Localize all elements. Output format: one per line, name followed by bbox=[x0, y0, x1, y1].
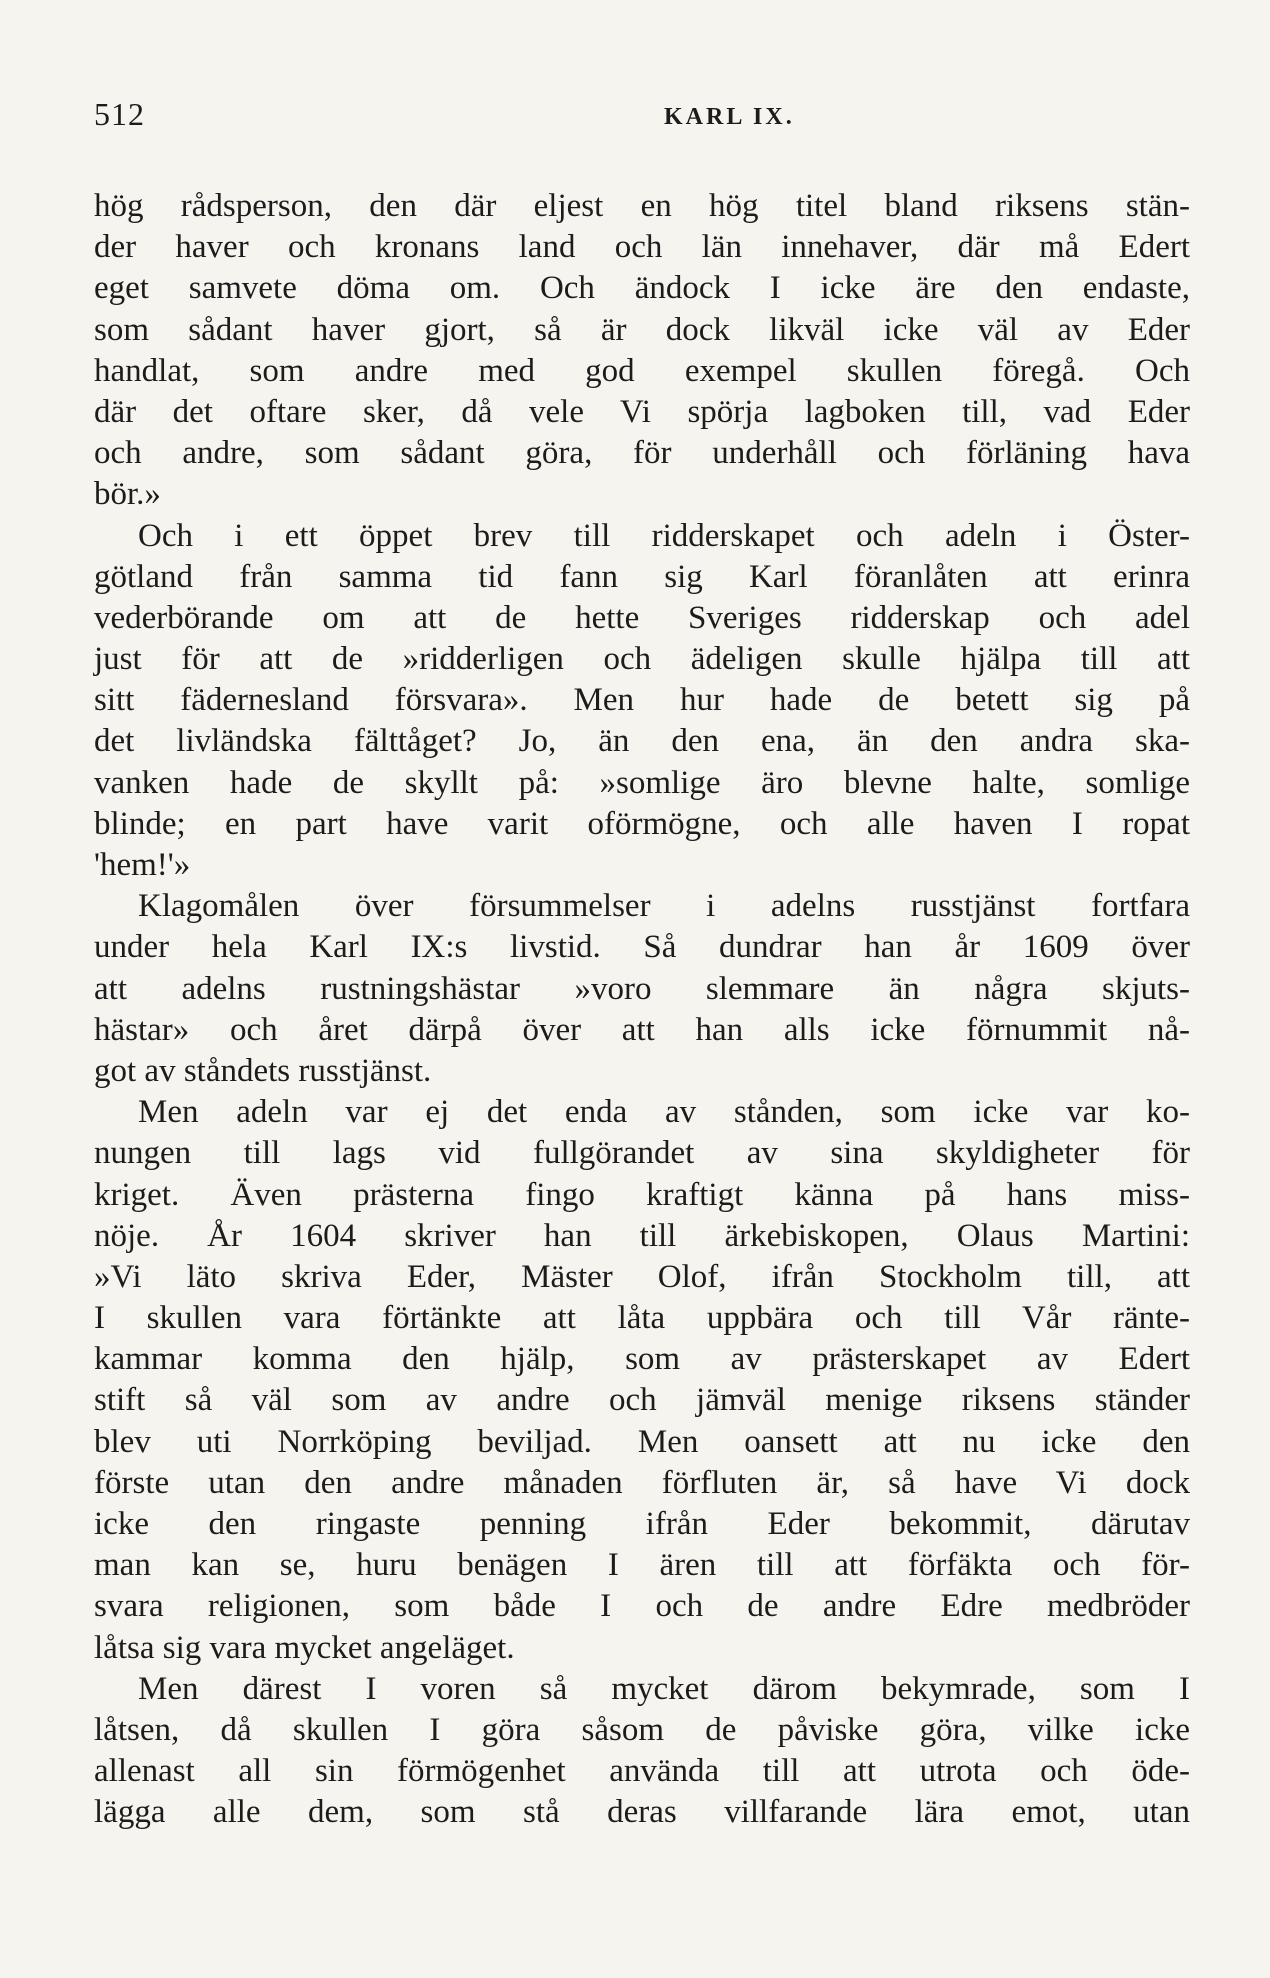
text-line: nöje. År 1604 skriver han till ärkebiskopen, Olaus Martini: bbox=[94, 1217, 1190, 1254]
text-line: förste utan den andre månaden förfluten är, så have Vi dock bbox=[94, 1464, 1190, 1501]
text-line: det livländska fälttåget? Jo, än den ena, än den andra ska- bbox=[94, 723, 1190, 760]
text-line: man kan se, huru benägen I ären till att förfäkta och för- bbox=[94, 1547, 1190, 1584]
page-header bbox=[94, 96, 1190, 140]
text-line: icke den ringaste penning ifrån Eder bekommit, därutav bbox=[94, 1506, 1190, 1542]
body-text bbox=[94, 186, 1190, 1834]
text-line: kriget. Även prästerna fingo kraftigt känna på hans miss- bbox=[94, 1176, 1190, 1213]
running-head: KARL IX. bbox=[664, 104, 795, 130]
text-line: eget samvete döma om. Och ändock I icke äre den endaste, bbox=[94, 270, 1190, 307]
text-line: 'hem!'» bbox=[94, 847, 191, 883]
text-line: hästar» och året därpå över att han alls icke förnummit nå- bbox=[94, 1011, 1190, 1048]
text-line: Men adeln var ej det enda av stånden, som icke var ko- bbox=[138, 1094, 1190, 1131]
text-line: der haver och kronans land och län innehaver, där må Edert bbox=[94, 229, 1190, 266]
text-line: svara religionen, som både I och de andre Edre medbröder bbox=[94, 1588, 1190, 1625]
text-line: nungen till lags vid fullgörandet av sina skyldigheter för bbox=[94, 1135, 1190, 1172]
text-line: låtsen, då skullen I göra såsom de påviske göra, vilke icke bbox=[94, 1711, 1190, 1748]
text-line: vanken hade de skyllt på: »somlige äro blevne halte, somlige bbox=[94, 764, 1190, 801]
text-line: »Vi läto skriva Eder, Mäster Olof, ifrån Stockholm till, att bbox=[94, 1258, 1190, 1295]
text-line: hög rådsperson, den där eljest en hög titel bland riksens stän- bbox=[94, 188, 1190, 224]
text-line: under hela Karl IX:s livstid. Så dundrar han år 1609 över bbox=[94, 929, 1190, 966]
text-line: handlat, som andre med god exempel skullen föregå. Och bbox=[94, 352, 1190, 389]
text-line: att adelns rustningshästar »voro slemmare än några skjuts- bbox=[94, 970, 1190, 1007]
text-line: vederbörande om att de hette Sveriges ridderskap och adel bbox=[94, 599, 1190, 636]
text-line: blinde; en part have varit oförmögne, och alle haven I ropat bbox=[94, 805, 1190, 842]
text-line: Klagomålen över försummelser i adelns russtjänst fortfara bbox=[138, 888, 1190, 925]
text-line: kammar komma den hjälp, som av prästerskapet av Edert bbox=[94, 1341, 1190, 1378]
text-line: blev uti Norrköping beviljad. Men oansett att nu icke den bbox=[94, 1423, 1190, 1460]
text-line: stift så väl som av andre och jämväl menige riksens ständer bbox=[94, 1382, 1190, 1419]
text-line: I skullen vara förtänkte att låta uppbära och till Vår ränte- bbox=[94, 1300, 1190, 1337]
text-line: just för att de »ridderligen och ädeligen skulle hjälpa till att bbox=[94, 641, 1190, 678]
text-line: götland från samma tid fann sig Karl föranlåten att erinra bbox=[94, 558, 1190, 595]
text-line: Men därest I voren så mycket därom bekymrade, som I bbox=[138, 1670, 1190, 1707]
text-line: allenast all sin förmögenhet använda till att utrota och öde- bbox=[94, 1753, 1190, 1790]
text-line: got av ståndets russtjänst. bbox=[94, 1052, 432, 1089]
text-line: låtsa sig vara mycket angeläget. bbox=[94, 1629, 515, 1666]
page-number: 512 bbox=[94, 96, 145, 132]
text-line: bör.» bbox=[94, 476, 161, 513]
text-line: lägga alle dem, som stå deras villfarande lära emot, utan bbox=[94, 1794, 1190, 1831]
text-line: som sådant haver gjort, så är dock likväl icke väl av Eder bbox=[94, 311, 1190, 348]
text-line: sitt fädernesland försvara». Men hur hade de betett sig på bbox=[94, 682, 1190, 719]
text-line: och andre, som sådant göra, för underhåll och förläning hava bbox=[94, 435, 1190, 472]
text-line: där det oftare sker, då vele Vi spörja lagboken till, vad Eder bbox=[94, 393, 1190, 430]
text-line: Och i ett öppet brev till ridderskapet och adeln i Öster- bbox=[138, 517, 1190, 554]
